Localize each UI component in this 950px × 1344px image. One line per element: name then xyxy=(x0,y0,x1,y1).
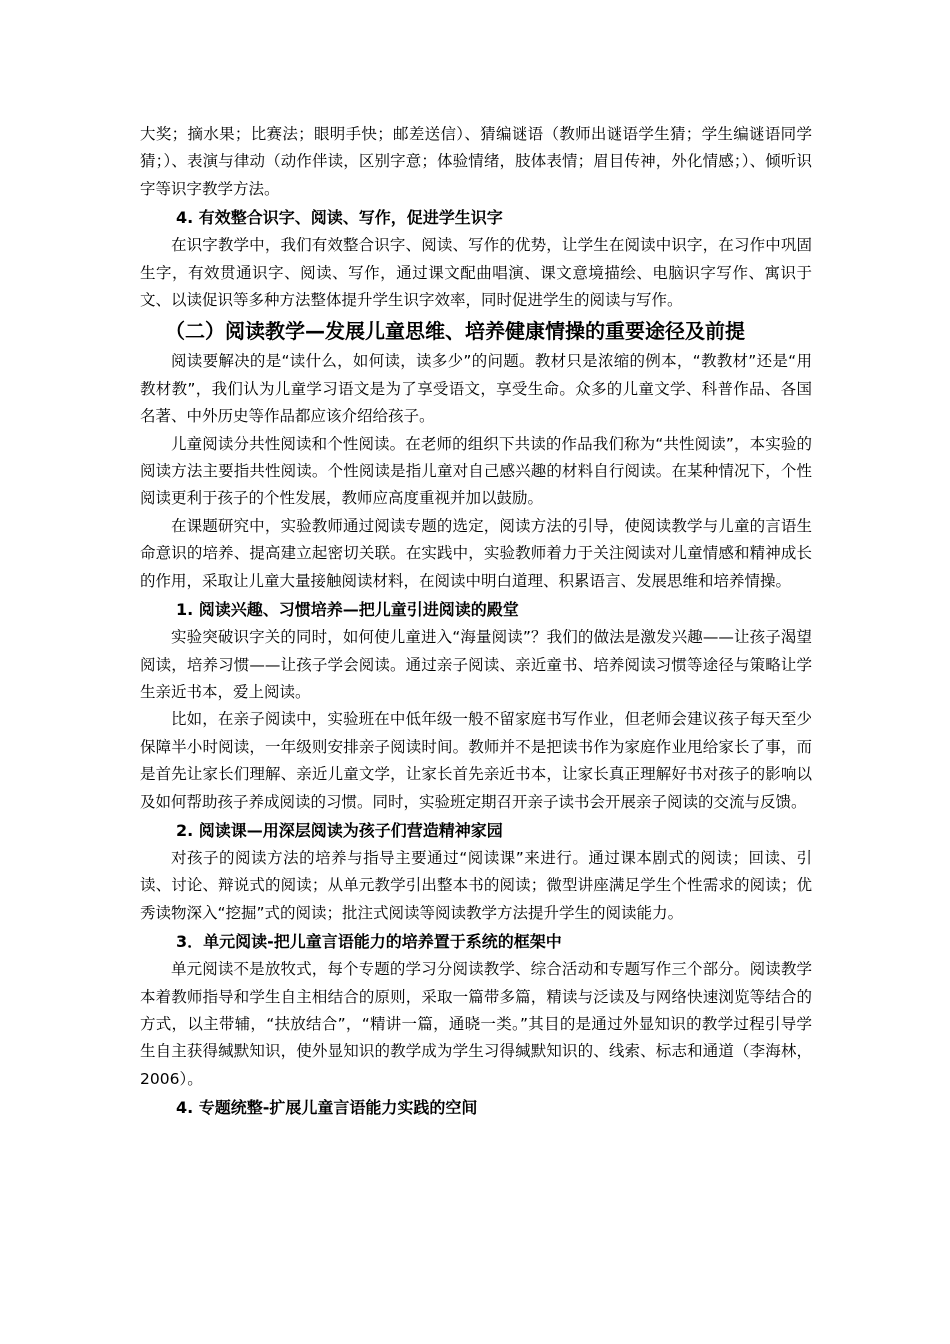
paragraph-reading-interest: 实验突破识字关的同时，如何使儿童进入“海量阅读”？我们的做法是激发兴趣——让孩子渴望阅读，培养习惯——让孩子学会阅读。通过亲子阅读、亲近童书、培养阅读习惯等途径与策略让学生亲近书本，爱上阅读。 xyxy=(140,628,812,701)
section-heading-reading-teaching: （二）阅读教学—发展儿童思维、培养健康情操的重要途径及前提 xyxy=(165,319,745,344)
paragraph-literacy-methods-continued: 大奖；摘水果；比赛法；眼明手快；邮差送信）、猜编谜语（教师出谜语学生猜；学生编谜语同学猜；）、表演与律动（动作伴读，区别字意；体验情绪，肢体表情；眉目传神，外化情感；）、倾听识字等识字教学方法。 xyxy=(140,125,812,198)
subheading-unit-reading: 3．单元阅读-把儿童言语能力的培养置于系统的框架中 xyxy=(176,932,562,952)
subheading-integrate-literacy: 4. 有效整合识字、阅读、写作，促进学生识字 xyxy=(176,208,503,228)
paragraph-reading-class: 对孩子的阅读方法的培养与指导主要通过“阅读课”来进行。通过课本剧式的阅读；回读、引读、讨论、辩说式的阅读；从单元教学引出整本书的阅读；微型讲座满足学生个性需求的阅读；优秀读物深入“挖掘”式的阅读；批注式阅读等阅读教学方法提升学生的阅读能力。 xyxy=(140,848,812,922)
document-body xyxy=(140,121,812,1122)
subheading-topic-integration: 4. 专题统整-扩展儿童言语能力实践的空间 xyxy=(176,1098,478,1118)
paragraph-reading-what-how: 阅读要解决的是“读什么，如何读，读多少”的问题。教材只是浓缩的例本，“教教材”还是“用教材教”，我们认为儿童学习语文是为了享受语文，享受生命。众多的儿童文学、科普作品、各国名著、中外历史等作品都应该介绍给孩子。 xyxy=(140,352,812,426)
subheading-reading-class: 2. 阅读课—用深层阅读为孩子们营造精神家园 xyxy=(176,820,503,840)
paragraph-reading-common-individual: 儿童阅读分共性阅读和个性阅读。在老师的组织下共读的作品我们称为“共性阅读”，本实验的阅读方法主要指共性阅读。个性阅读是指儿童对自己感兴趣的材料自行阅读。在某种情况下，个性阅读更利于孩子的个性发展，教师应高度重视并加以鼓励。 xyxy=(140,434,812,508)
subheading-reading-interest: 1. 阅读兴趣、习惯培养—把儿童引进阅读的殿堂 xyxy=(176,600,519,620)
paragraph-parent-child-reading: 比如，在亲子阅读中，实验班在中低年级一般不留家庭书写作业，但老师会建议孩子每天至少保障半小时阅读，一年级则安排亲子阅读时间。教师并不是把读书作为家庭作业甩给家长了事，而是首先让家长们理解、亲近儿童文学，让家长首先亲近书本，让家长真正理解好书对孩子的影响以及如何帮助孩子养成阅读的习惯。同时，实验班定期召开亲子读书会开展亲子阅读的交流与反馈。 xyxy=(140,710,812,811)
paragraph-reading-research: 在课题研究中，实验教师通过阅读专题的选定，阅读方法的引导，使阅读教学与儿童的言语生命意识的培养、提高建立起密切关联。在实践中，实验教师着力于关注阅读对儿童情感和精神成长的作用，采取让儿童大量接触阅读材料，在阅读中明白道理、积累语言、发展思维和培养情操。 xyxy=(140,516,812,590)
paragraph-unit-reading: 单元阅读不是放牧式，每个专题的学习分阅读教学、综合活动和专题写作三个部分。阅读教学本着教师指导和学生自主相结合的原则，采取一篇带多篇，精读与泛读及与网络快速浏览等结合的方式，以主带辅，“扶放结合”，“精讲一篇，通晓一类。”其目的是通过外显知识的教学过程引导学生自主获得缄默知识，使外显知识的教学成为学生习得缄默知识的、线索、标志和通道（李海林，2006）。 xyxy=(140,960,812,1088)
paragraph-integrate-literacy: 在识字教学中，我们有效整合识字、阅读、写作的优势，让学生在阅读中识字，在习作中巩固生字，有效贯通识字、阅读、写作，通过课文配曲唱演、课文意境描绘、电脑识字写作、寓识于文、以读促识等多种方法整体提升学生识字效率，同时促进学生的阅读与写作。 xyxy=(140,236,812,310)
